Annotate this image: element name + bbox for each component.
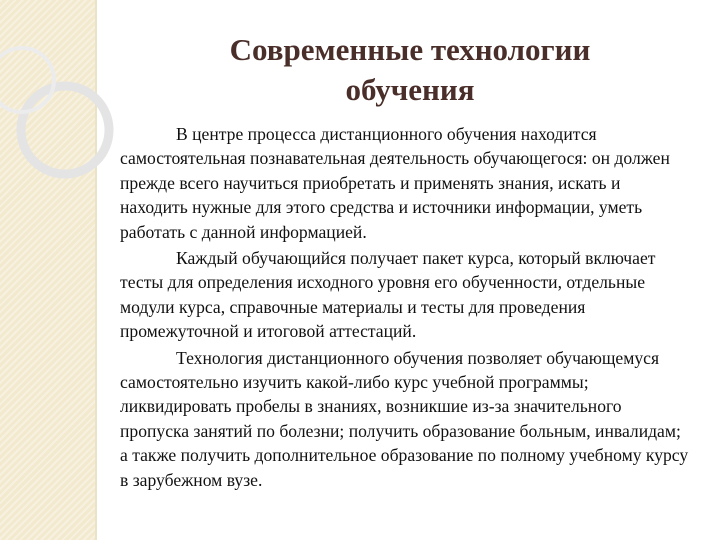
paragraph-3: Технология дистанционного обучения позволяет обучающемуся самостоятельно изучить какой-либо курс учебной программы; ликвидировать пробелы в знаниях, возникшие из-за значительного пропуска занятий по болезни; получить образование больным, инвалидам; а также получить дополнительное образование по полному учебному курсу в зарубежном вузе.: [120, 347, 689, 490]
paragraph-1: В центре процесса дистанционного обучения находится самостоятельная познавательная деятельность обучающегося: он должен прежде всего научиться приобретать и применять знания, искать и находить нужные для этого средства и источники информации, уметь работать с данной информацией.: [120, 124, 670, 242]
slide-title: [150, 30, 670, 110]
slide-title-line-2: обучения: [345, 72, 475, 107]
large-ring-icon: [21, 86, 109, 174]
slide-body: [120, 122, 690, 494]
decorative-rings-icon: [0, 0, 140, 200]
slide-title-line-1: Современные технологии: [229, 32, 591, 67]
paragraph-2: Каждый обучающийся получает пакет курса, который включает тесты для определения исходного уровня его обученности, отдельные модули курса, справочные материалы и тесты для проведения промежуточной и итоговой аттестаций.: [120, 248, 656, 342]
